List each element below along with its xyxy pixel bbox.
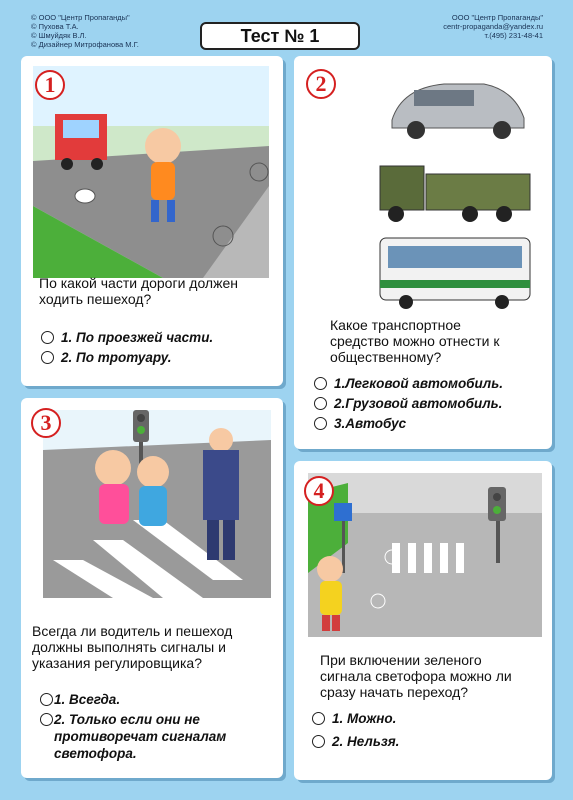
answer-label: 1. По проезжей части.: [61, 330, 214, 345]
question-line: Какое транспортное: [330, 317, 461, 333]
page-title: Тест № 1: [200, 22, 360, 50]
vehicles-illustration: [374, 70, 544, 310]
answer-list-4: [312, 710, 399, 753]
radio-button[interactable]: [312, 712, 325, 725]
question-line: сигнала светофора можно ли: [320, 668, 512, 684]
question-line: ходить пешеход?: [39, 291, 152, 307]
answer-option[interactable]: [41, 349, 213, 366]
credit-line: © Дизайнер Митрофанова М.Г.: [31, 40, 139, 49]
question-number-1: 1: [35, 70, 65, 100]
question-card-4: [294, 461, 552, 780]
question-card-2: [294, 56, 552, 449]
radio-button[interactable]: [41, 331, 54, 344]
credits: [31, 13, 139, 49]
traffic-officer-illustration: [43, 410, 271, 598]
answer-label: 1. Можно.: [332, 711, 397, 726]
answer-option[interactable]: [314, 415, 503, 432]
answer-label: 3.Автобус: [334, 416, 407, 431]
radio-button[interactable]: [314, 417, 327, 430]
contact-line: ООО "Центр Пропаганды": [451, 13, 543, 22]
answer-option[interactable]: [312, 733, 399, 750]
question-text-1: [39, 275, 238, 307]
answer-label: 2.Грузовой автомобиль.: [334, 396, 503, 411]
answer-label: 2. Только если они не противоречат сигналам светофора.: [54, 712, 227, 761]
truck-icon: [380, 166, 530, 222]
question-line: По какой части дороги должен: [39, 275, 238, 291]
question-line: должны выполнять сигналы и: [32, 639, 226, 655]
answer-option[interactable]: [314, 395, 503, 412]
answer-option[interactable]: [41, 329, 213, 346]
question-line: сразу начать переход?: [320, 684, 469, 700]
road-pedestrians-illustration: [33, 66, 269, 278]
credit-line: © ООО "Центр Пропаганды": [31, 13, 130, 22]
radio-button[interactable]: [312, 735, 325, 748]
question-card-1: [21, 56, 283, 386]
contacts: [443, 13, 543, 40]
answer-label: 1. Всегда.: [54, 692, 121, 707]
answer-label: 2. Нельзя.: [332, 734, 400, 749]
contact-line: centr-propaganda@yandex.ru: [443, 22, 543, 31]
question-text-4: [320, 652, 512, 700]
question-text-3: [32, 623, 232, 671]
answer-option[interactable]: [40, 711, 266, 762]
question-line: средство можно отнести к: [330, 333, 500, 349]
answer-label: 1.Легковой автомобиль.: [334, 376, 503, 391]
question-line: указания регулировщика?: [32, 655, 203, 671]
question-text-2: [330, 317, 499, 365]
crossing-illustration: [308, 473, 542, 637]
answer-label: 2. По тротуару.: [61, 350, 172, 365]
answer-list-3: [40, 691, 266, 765]
question-number-2: 2: [306, 69, 336, 99]
question-number-3: 3: [31, 408, 61, 438]
question-line: Всегда ли водитель и пешеход: [32, 623, 233, 639]
answer-option[interactable]: [312, 710, 399, 727]
question-line: общественному?: [330, 349, 442, 365]
credit-line: © Пухова Т.А.: [31, 22, 79, 31]
credit-line: © Шмуйдяк В.Л.: [31, 31, 87, 40]
radio-button[interactable]: [40, 713, 53, 726]
answer-list-2: [314, 375, 503, 435]
dog-icon: [75, 189, 95, 203]
contact-line: т.(495) 231-48-41: [484, 31, 543, 40]
question-line: При включении зеленого: [320, 652, 482, 668]
radio-button[interactable]: [40, 693, 53, 706]
radio-button[interactable]: [314, 377, 327, 390]
radio-button[interactable]: [41, 351, 54, 364]
question-number-4: 4: [304, 476, 334, 506]
car-icon: [392, 84, 524, 139]
answer-list-1: [41, 329, 213, 369]
question-card-3: [21, 398, 283, 778]
radio-button[interactable]: [314, 397, 327, 410]
bus-icon: [380, 238, 530, 309]
answer-option[interactable]: [314, 375, 503, 392]
answer-option[interactable]: [40, 691, 266, 708]
